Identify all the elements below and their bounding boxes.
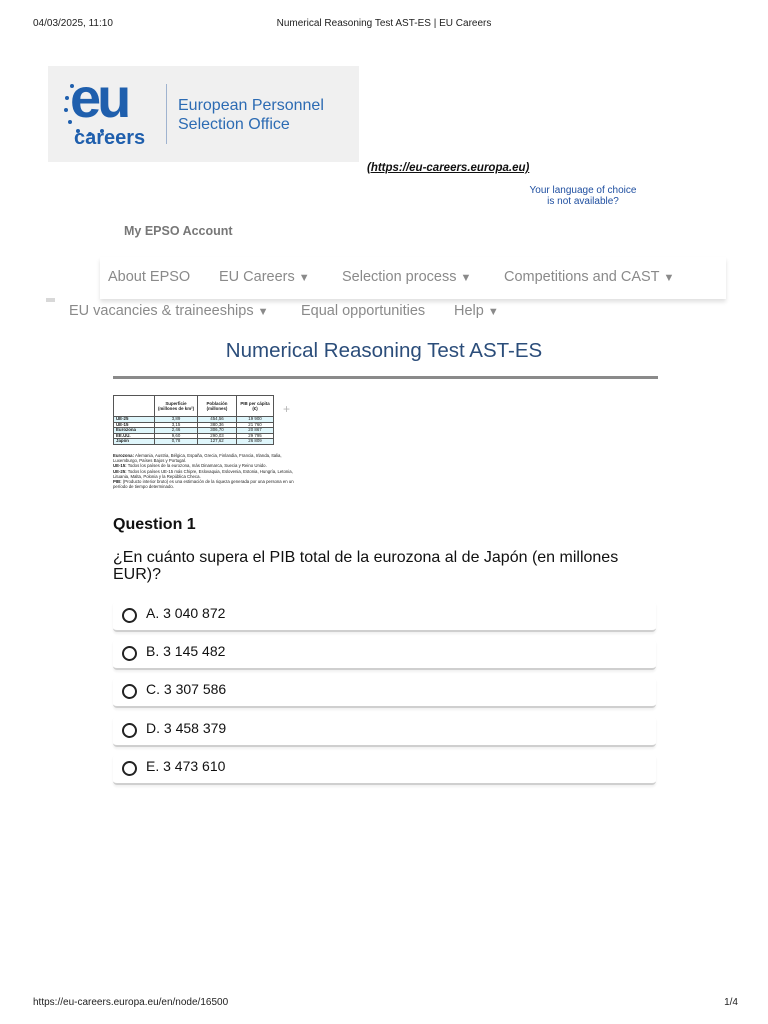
nav-item-selection-process[interactable]	[342, 269, 471, 285]
nav-item-help[interactable]	[454, 303, 499, 319]
table-note	[113, 453, 303, 463]
site-url-link[interactable]: (https://eu-careers.europa.eu)	[367, 162, 530, 174]
table-cell: 19 900	[237, 417, 274, 423]
answer-option-label: C. 3 307 586	[146, 681, 227, 697]
table-cell: 2,46	[155, 428, 198, 434]
logo-org-line2: Selection Office	[178, 116, 290, 133]
table-note-label: Eurozona:	[113, 453, 135, 458]
logo-divider	[166, 84, 167, 144]
print-datetime: 04/03/2025, 11:10	[33, 18, 113, 29]
print-page-number: 1/4	[724, 997, 738, 1008]
question-text: ¿En cuánto supera el PIB total de la eurozona al de Japón (en millones EUR)?	[113, 549, 619, 583]
radio-button-icon[interactable]	[122, 723, 137, 738]
nav-item-about-epso[interactable]	[108, 269, 190, 285]
chevron-down-icon: ▼	[298, 272, 310, 284]
answer-option-e[interactable]	[113, 754, 656, 785]
table-header-cell	[114, 396, 155, 417]
nav-edge-marker	[46, 298, 55, 302]
nav-item-vacancies[interactable]	[69, 303, 268, 319]
table-note	[113, 479, 303, 489]
table-header-cell: Población (millones)	[198, 396, 237, 417]
answer-option-label: E. 3 473 610	[146, 758, 226, 774]
chevron-down-icon: ▼	[460, 272, 472, 284]
table-cell: 21 760	[237, 422, 274, 428]
table-cell: 0,78	[155, 439, 198, 445]
radio-button-icon[interactable]	[122, 761, 137, 776]
chevron-down-icon: ▼	[663, 272, 675, 284]
answer-option-d[interactable]	[113, 716, 656, 747]
radio-button-icon[interactable]	[122, 646, 137, 661]
print-footer-url: https://eu-careers.europa.eu/en/node/16500	[33, 997, 229, 1008]
table-note-text: (Producto interior bruto) es una estimación de la riqueza generada por una persona en un período de tiempo determinado.	[113, 479, 294, 490]
table-note-text: Todos los países UE-15 más Chipre, Eslovaquia, Eslovenia, Estonia, Hungría, Letonia, Lituania, Malta, Polonia y la República Checa.	[113, 468, 293, 479]
table-note-text: Todos los países de la eurozona, más Dinamarca, Suecia y Reino Unido.	[127, 463, 267, 469]
nav-item-eu-careers[interactable]	[219, 269, 310, 285]
table-cell: 9,60	[155, 433, 198, 439]
page-title: Numerical Reasoning Test AST-ES	[225, 339, 543, 362]
table-cell: 306,70	[198, 428, 237, 434]
title-divider	[113, 376, 658, 379]
nav-label: Selection process	[342, 269, 457, 285]
expand-plus-icon[interactable]: +	[283, 402, 291, 416]
logo-careers-text: careers	[74, 127, 146, 149]
table-cell: 454,56	[198, 417, 237, 423]
table-cell: UE-15	[114, 422, 155, 428]
table-cell: 127,62	[198, 439, 237, 445]
answer-option-label: A. 3 040 872	[146, 605, 226, 621]
nav-label: Competitions and CAST	[504, 269, 660, 285]
answer-option-label: B. 3 145 482	[146, 643, 226, 659]
nav-label: Help	[454, 303, 484, 319]
table-cell: Eurozona	[114, 428, 155, 434]
table-header-cell: Superficie (millones de km²)	[155, 396, 198, 417]
chevron-down-icon: ▼	[257, 306, 269, 318]
table-cell: 290,03	[198, 433, 237, 439]
table-cell: Japón	[114, 439, 155, 445]
table-note-label: PIB:	[113, 479, 122, 485]
table-notes	[113, 453, 303, 489]
print-page-title: Numerical Reasoning Test AST-ES | EU Careers	[276, 18, 492, 29]
table-cell: EE.UU.	[114, 433, 155, 439]
chevron-down-icon: ▼	[487, 306, 499, 318]
table-cell: UE-25	[114, 417, 155, 423]
nav-label: About EPSO	[108, 269, 191, 285]
table-cell: 29 795	[237, 433, 274, 439]
language-note-link[interactable]	[520, 185, 646, 207]
nav-label: EU vacancies & traineeships	[69, 303, 254, 319]
eu-careers-logo[interactable]	[48, 66, 359, 162]
logo-eu-text: eu	[70, 66, 128, 129]
answer-option-label: D. 3 458 379	[146, 720, 227, 736]
table-cell: 3,15	[155, 422, 198, 428]
language-note-line1: Your language of choice	[529, 185, 637, 196]
table-note	[113, 469, 303, 479]
nav-item-competitions[interactable]	[504, 269, 674, 285]
table-note-label: UE-25:	[113, 468, 127, 474]
question-label: Question 1	[113, 516, 196, 533]
nav-item-equal-opportunities[interactable]	[301, 303, 425, 319]
logo-org-line1: European Personnel	[178, 97, 324, 114]
language-note-line2: is not available?	[547, 196, 619, 207]
table-cell: 3,89	[155, 417, 198, 423]
table-cell: 20 867	[237, 428, 274, 434]
data-table	[113, 395, 274, 445]
table-header-cell: PIB per cápita (€)	[237, 396, 274, 417]
table-cell: 26 809	[237, 439, 274, 445]
radio-button-icon[interactable]	[122, 608, 137, 623]
answer-option-c[interactable]	[113, 677, 656, 708]
radio-button-icon[interactable]	[122, 684, 137, 699]
table-note-label: UE-15:	[113, 463, 127, 469]
logo-org-name	[178, 96, 324, 134]
nav-label: EU Careers	[219, 269, 295, 285]
table-note-text: Alemania, Austria, Bélgica, España, Grecia, Finlandia, Francia, Irlanda, Italia, Luxemburgo, Países Bajos y Portugal.	[113, 453, 282, 464]
answer-option-a[interactable]	[113, 601, 656, 632]
my-epso-account-link[interactable]: My EPSO Account	[124, 224, 233, 238]
answer-option-b[interactable]	[113, 639, 656, 670]
table-cell: 380,36	[198, 422, 237, 428]
nav-label: Equal opportunities	[301, 303, 426, 319]
